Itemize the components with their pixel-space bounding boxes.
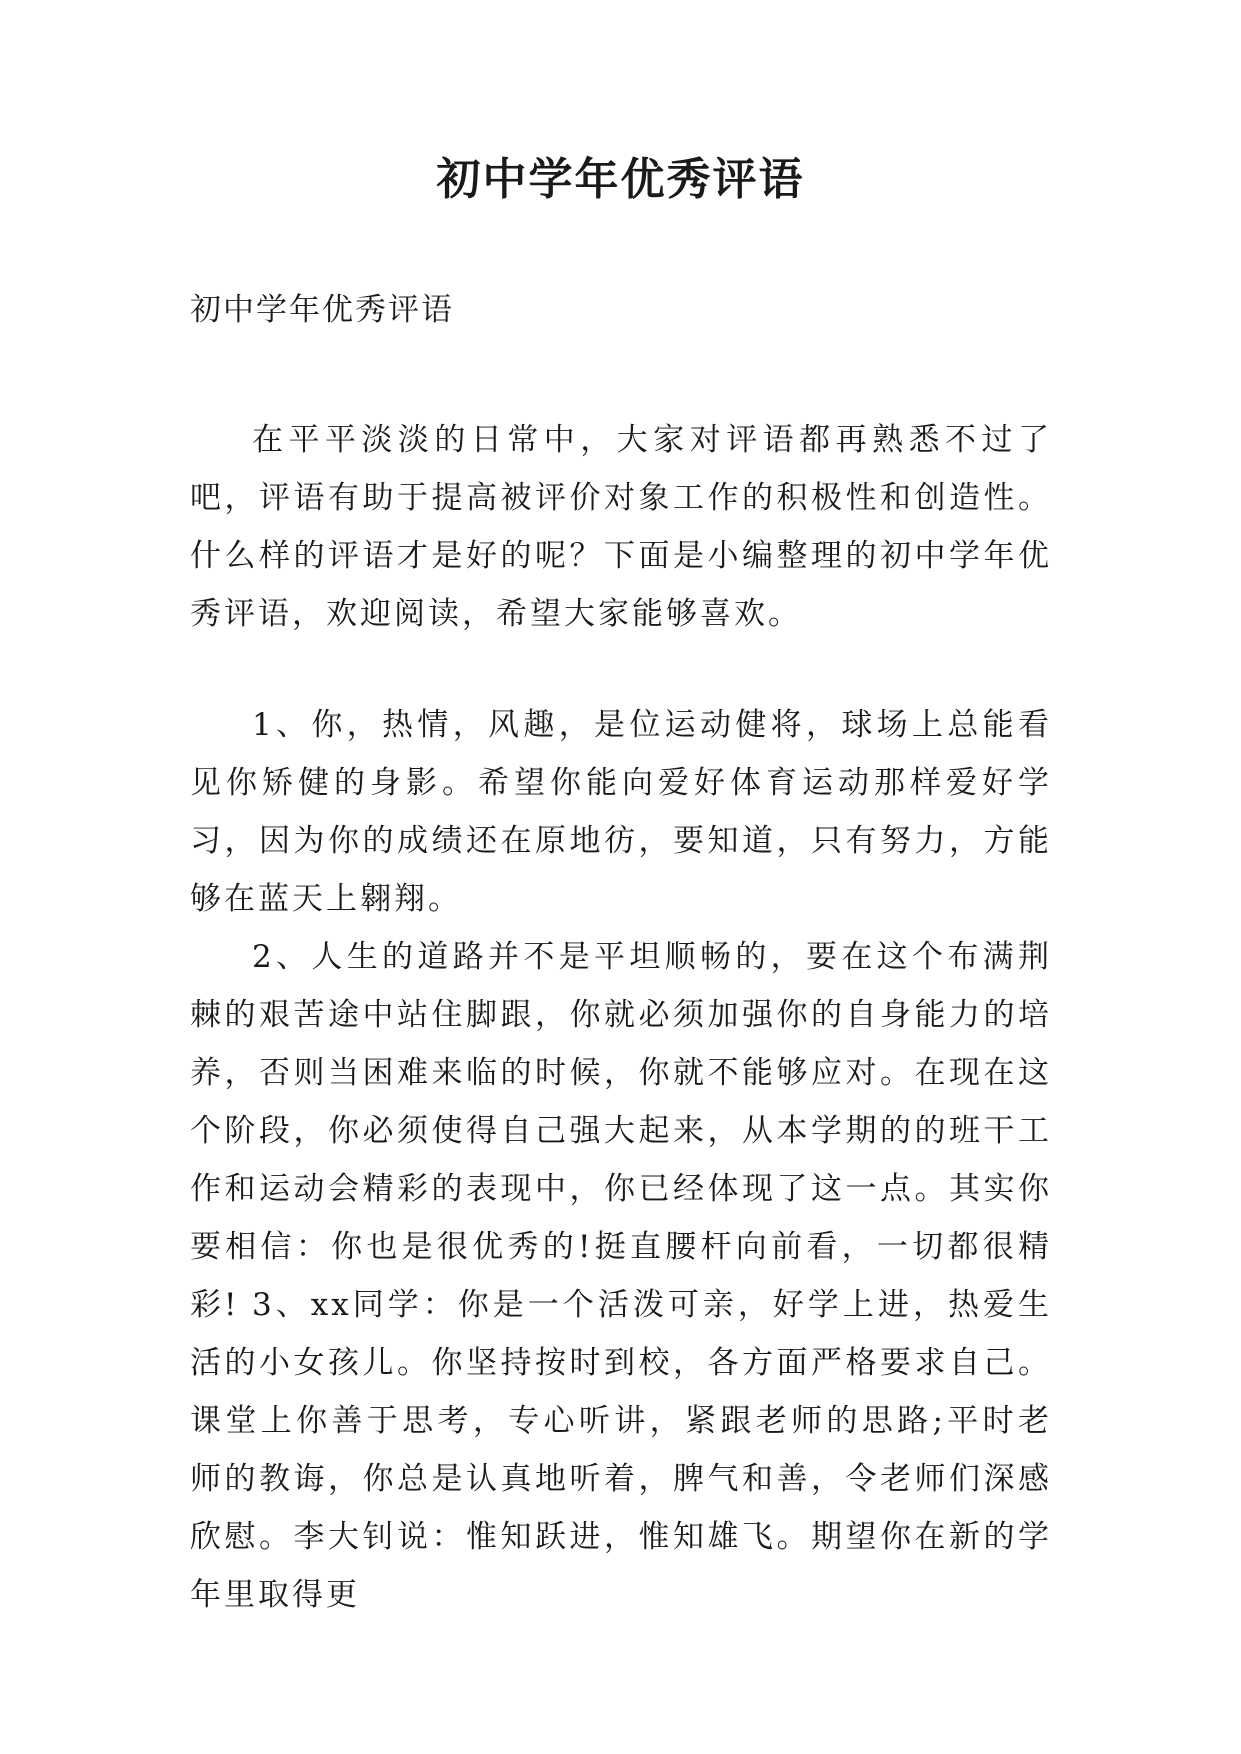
intro-paragraph: 在平平淡淡的日常中，大家对评语都再熟悉不过了吧，评语有助于提高被评价对象工作的积极性和创造性。什么样的评语才是好的呢？下面是小编整理的初中学年优秀评语，欢迎阅读，希望大家能够喜欢。: [190, 422, 1052, 632]
document-title: 初中学年优秀评语: [436, 154, 805, 205]
comment-paragraph-1: 1、你，热情，风趣，是位运动健将，球场上总能看见你矫健的身影。希望你能向爱好体育运动那样爱好学习，因为你的成绩还在原地彷，要知道，只有努力，方能够在蓝天上翱翔。: [190, 707, 1052, 917]
comment-paragraph-3: 3、xx同学：你是一个活泼可亲，好学上进，热爱生活的小女孩儿。你坚持按时到校，各方面严格要求自己。课堂上你善于思考，专心听讲，紧跟老师的思路;平时老师的教诲，你总是认真地听着，脾气和善，令老师们深感欣慰。李大钊说：惟知跃进，惟知雄飞。期望你在新的学年里取得更: [190, 1287, 1052, 1613]
document-subtitle: 初中学年优秀评语: [190, 292, 454, 328]
comment-paragraph-2: 2、人生的道路并不是平坦顺畅的，要在这个布满荆棘的艰苦途中站住脚跟，你就必须加强你的自身能力的培养，否则当困难来临的时候，你就不能够应对。在现在这个阶段，你必须使得自己强大起来，从本学期的的班干工作和运动会精彩的表现中，你已经体现了这一点。其实你要相信：你也是很优秀的!挺直腰杆向前看，一切都很精彩!: [190, 939, 1052, 1323]
